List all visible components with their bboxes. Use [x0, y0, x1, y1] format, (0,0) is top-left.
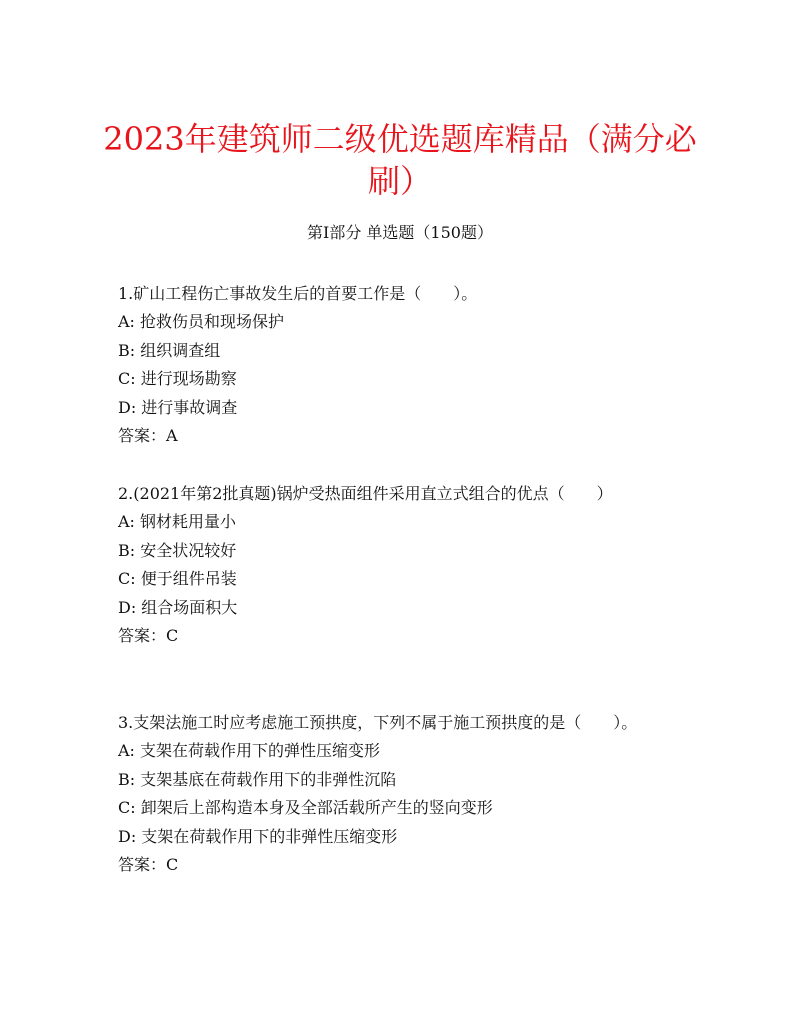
option-b: B: 支架基底在荷载作用下的非弹性沉陷	[118, 769, 397, 789]
option-c: C: 卸架后上部构造本身及全部活载所产生的竖向变形	[118, 798, 493, 817]
question-3	[118, 709, 678, 880]
question-2	[118, 480, 678, 651]
option-c: C: 便于组件吊装	[118, 569, 237, 588]
answer: 答案：C	[118, 855, 179, 874]
option-a: A: 支架在荷载作用下的弹性压缩变形	[118, 741, 381, 760]
option-d: D: 进行事故调查	[118, 397, 238, 417]
question-1	[118, 280, 678, 451]
question-stem: 2.(2021年第2批真题)锅炉受热面组件采用直立式组合的优点（ ）	[118, 484, 613, 503]
document-title: 2023年建筑师二级优选题库精品（满分必刷）	[103, 120, 697, 200]
option-a: A: 抢救伤员和现场保护	[118, 312, 285, 331]
option-d: D: 组合场面积大	[118, 597, 238, 617]
answer: 答案：C	[118, 626, 179, 645]
question-stem: 1.矿山工程伤亡事故发生后的首要工作是（ ）。	[118, 284, 478, 303]
option-a: A: 钢材耗用量小	[118, 512, 237, 531]
option-b: B: 组织调查组	[118, 340, 221, 360]
option-c: C: 进行现场勘察	[118, 369, 237, 388]
question-stem: 3.支架法施工时应考虑施工预拱度，下列不属于施工预拱度的是（ ）。	[118, 713, 638, 732]
answer: 答案：A	[118, 426, 178, 445]
option-b: B: 安全状况较好	[118, 540, 237, 560]
section-heading: 第I部分 单选题（150题）	[307, 223, 493, 242]
option-d: D: 支架在荷载作用下的非弹性压缩变形	[118, 826, 398, 846]
